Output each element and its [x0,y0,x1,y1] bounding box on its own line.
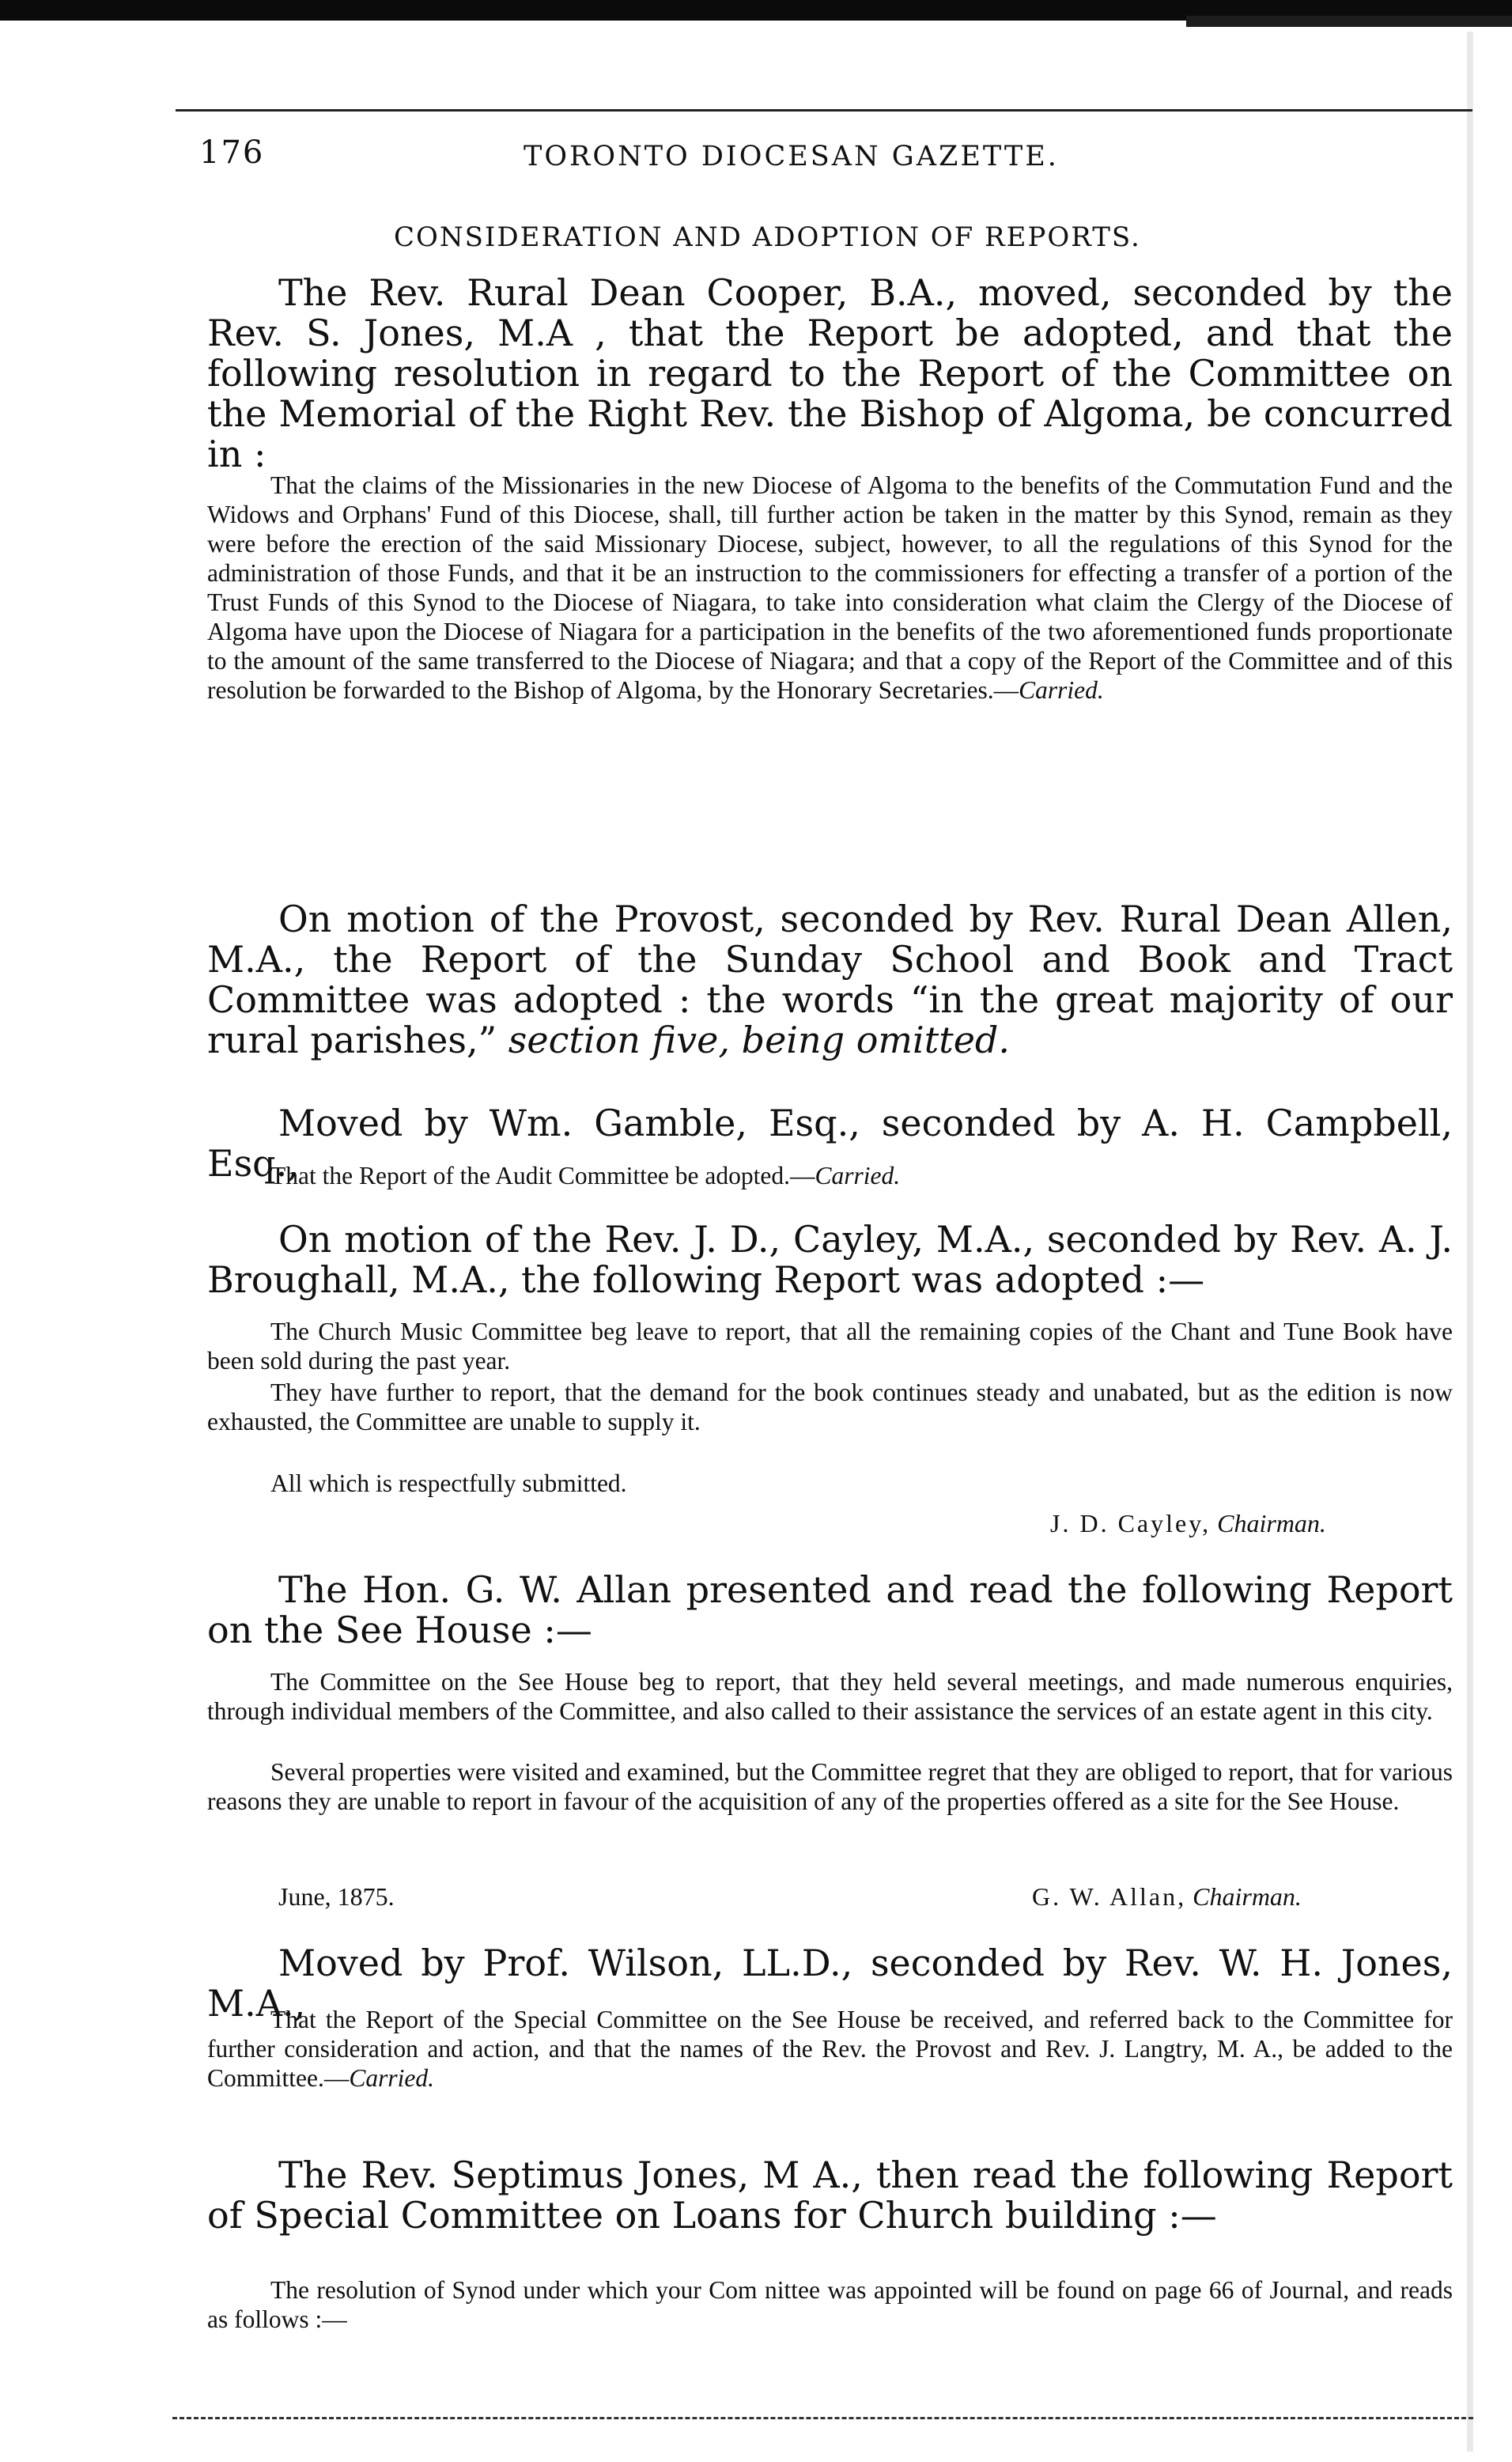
paragraph-text: On motion of the Provost, seconded by Rev. Rural Dean Allen, M.A., the Report of the Sunday School and Book and Tract Committee was adopted : the words “in the great majority of our rural parishes,” [207,898,1453,1061]
report-text: The Committee on the See House beg to report, that they held several meetings, and made numerous enquiries, through individual members of the Committee, and also called to their assistance the services of an estate agent in this city. [207,1668,1453,1725]
report-music-2 [207,1378,1453,1436]
resolution-algoma [207,471,1453,705]
paragraph-text: The Rev. Rural Dean Cooper, B.A., moved, seconded by the Rev. S. Jones, M.A , that the Report be adopted, and that the following resolution in regard to the Report of the Committee on the Memorial of the Right Rev. the Bishop of Algoma, be concurred in : [207,271,1453,475]
running-title: TORONTO DIOCESAN GAZETTE. [524,141,1059,172]
report-see-house-1 [207,1667,1453,1726]
signature-allan [1032,1882,1302,1912]
signature-cayley [1050,1509,1326,1538]
report-music-1 [207,1317,1453,1375]
signature-name: G. W. Allan, [1032,1882,1187,1911]
header-rule [176,109,1472,112]
signature-role: Chairman. [1193,1882,1302,1911]
paragraph-text: The Hon. G. W. Allan presented and read the following Report on the See House :— [207,1568,1453,1651]
resolution-see-house [207,2005,1453,2093]
motion-paragraph-cooper [207,273,1453,475]
signature-name: J. D. Cayley, [1050,1509,1211,1537]
report-music-3 [207,1469,1453,1498]
report-text: The Church Music Committee beg leave to report, that all the remaining copies of the Chant and Tune Book have been sold during the past year. [207,1318,1453,1375]
page-edge-shadow [1467,32,1473,2452]
paragraph-text: Moved by Wm. Gamble, Esq., seconded by A. H. Campbell, Esq., [207,1102,1453,1185]
motion-paragraph-septimus-jones [207,2155,1453,2236]
resolution-text: That the claims of the Missionaries in the new Diocese of Algoma to the benefits of the Commutation Fund and the Widows and Orphans' Fund of this Diocese, shall, till further action be taken in the matter by this Synod, remain as they were before the erection of the said Missionary Diocese, subject, however, to all the regulations of this Synod for the administration of those Funds, and that it be an instruction to the commissioners for effecting a transfer of a portion of the Trust Funds of this Synod to the Diocese of Niagara, to take into consideration what claim the Clergy of the Diocese of Algoma have upon the Diocese of Niagara for a participation in the benefits of the two aforementioned funds proportionate to the amount of the same transferred to the Diocese of Niagara; and that a copy of the Report of the Committee and of this resolution be forwarded to the Bishop of Algoma, by the Honorary Secretaries.— [207,471,1453,704]
page-number: 176 [199,134,265,171]
resolution-text: That the Report of the Special Committee on the See House be received, and referred back to the Committee for further consideration and action, and that the names of the Rev. the Provost and Rev. J. Langtry, M. A., be added to the Committee.— [207,2006,1453,2092]
scan-top-border-shadow [1186,16,1512,27]
carried-label: Carried. [349,2064,434,2092]
section-heading: CONSIDERATION AND ADOPTION OF REPORTS. [394,221,1141,253]
resolution-text: That the Report of the Audit Committee be adopted.— [270,1162,815,1189]
report-text: All which is respectfully submitted. [270,1469,627,1497]
report-text: They have further to report, that the demand for the book continues steady and unabated, but as the edition is now exhausted, the Committee are unable to supply it. [207,1378,1453,1435]
footer-rule [172,2417,1473,2419]
report-text: Several properties were visited and examined, but the Committee regret that they are obliged to report, that for various reasons they are unable to report in favour of the acquisition of any of the properties offered as a site for the See House. [207,1758,1453,1815]
report-text: The resolution of Synod under which your Com nittee was appointed will be found on page 66 of Journal, and reads as follows :— [207,2276,1453,2333]
report-see-house-2 [207,1757,1453,1816]
paragraph-text: On motion of the Rev. J. D., Cayley, M.A., seconded by Rev. A. J. Broughall, M.A., the following Report was adopted :— [207,1218,1453,1301]
report-loans [207,2275,1453,2334]
motion-paragraph-cayley [207,1220,1453,1300]
carried-label: Carried. [815,1162,901,1189]
carried-label: Carried. [1019,676,1104,704]
report-date: June, 1875. [278,1882,395,1911]
signature-role: Chairman. [1217,1509,1326,1537]
paragraph-text: Moved by Prof. Wilson, LL.D., seconded by Rev. W. H. Jones, M.A., [207,1942,1453,2025]
motion-paragraph-provost [207,899,1453,1061]
resolution-audit [207,1161,1453,1190]
motion-paragraph-allan [207,1570,1453,1651]
omission-note: section five, being omitted. [508,1019,1010,1061]
paragraph-text: The Rev. Septimus Jones, M A., then read the following Report of Special Committee on Loans for Church building :— [207,2154,1453,2237]
